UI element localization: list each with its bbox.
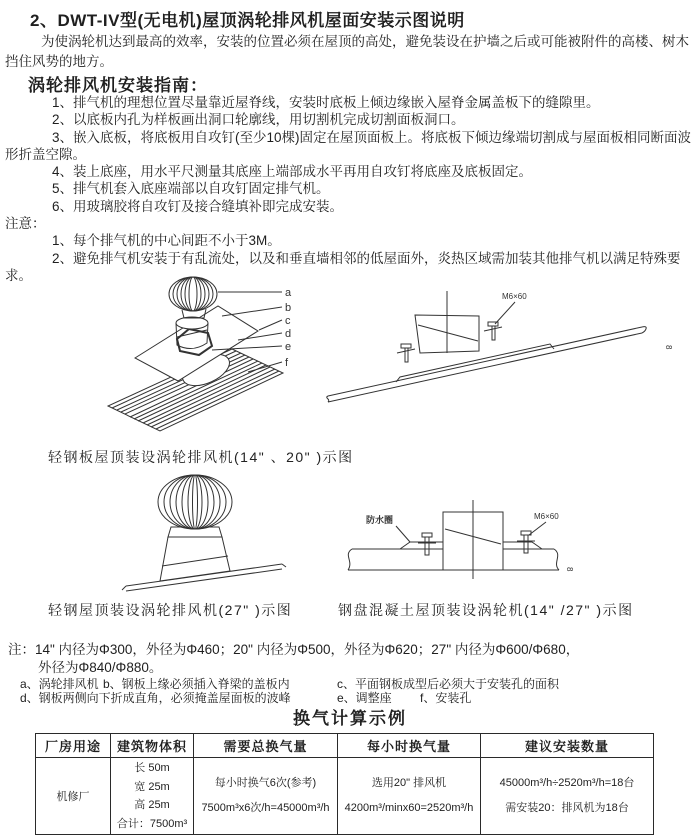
col-header-usage: 厂房用途 — [36, 734, 111, 758]
notes-heading: 注意： — [5, 216, 46, 232]
part-label-c: c — [285, 315, 291, 327]
cell-hourly-air: 选用20" 排风机 4200m³/minx60=2520m³/h — [338, 758, 481, 835]
fig2-caption: 轻钢屋顶装设涡轮排风机(27" )示图 — [48, 602, 293, 618]
col-header-total: 需要总换气量 — [194, 734, 338, 758]
install-step: 4、装上底座，用水平尺测量其底座上端部成水平再用自攻钉将底座及底板固定。 — [52, 164, 533, 180]
col-header-volume: 建筑物体积 — [111, 734, 194, 758]
cell-total-air: 每小时换气6次(参考) 7500m³x6次/h=45000m³/h — [194, 758, 338, 835]
bolt-label: M6×60 — [534, 512, 559, 521]
legend-item-b: b、钢板上缘必须插入脊梁的盖板内 — [103, 677, 290, 691]
bolt-label: M6×60 — [502, 292, 527, 301]
table-header-row — [36, 734, 654, 758]
col-header-hourly: 每小时换气量 — [338, 734, 481, 758]
legend-item-f: f、安装孔 — [420, 691, 472, 705]
fig1-caption: 轻钢板屋顶装设涡轮排风机(14" 、20" )示图 — [48, 449, 354, 465]
size-note-line1: 注：14" 内径为Φ300，外径为Φ460；20" 内径为Φ500，外径为Φ620；27" 内径为Φ600/Φ680， — [8, 642, 580, 657]
part-label-a: a — [285, 287, 292, 299]
ventilation-spec-table — [35, 733, 654, 835]
figure-sloped-section-diagram — [322, 283, 694, 408]
thickness-mark: 8 — [664, 345, 673, 350]
legend-item-c: c、平面钢板成型后必须大于安装孔的面积 — [337, 677, 560, 691]
note-item: 1、每个排气机的中心间距不小于3M。 — [52, 233, 281, 249]
size-note-line2: 外径为Φ840/Φ880。 — [38, 659, 163, 675]
table-row — [36, 758, 654, 835]
part-label-f: f — [285, 357, 289, 369]
intro-paragraph: 为使涡轮机达到最高的效率，安装的位置必须在屋顶的高处，避免装设在护墙之后或可能被附件的高楼、树木挡住风势的地方。 — [5, 34, 689, 69]
legend-item-d: d、钢板两侧向下折成直角，必须掩盖屋面板的波峰 — [20, 691, 291, 705]
cell-usage: 机修厂 — [36, 758, 111, 835]
cell-suggest: 45000m³/h÷2520m³/h=18台 需安装20：排风机为18台 — [481, 758, 654, 835]
size-note — [8, 641, 579, 676]
part-label-b: b — [285, 302, 292, 314]
note-item: 2、避免排气机安装于有乱流处，以及和垂直墙相邻的低屋面外，炎热区域需加装其他排气机以满足特殊要求。 — [5, 250, 681, 283]
part-label-d: d — [285, 328, 292, 340]
legend-item-e: e、调整座 — [337, 691, 392, 705]
install-step: 1、排气机的理想位置尽量靠近屋脊线，安装时底板上倾边缘嵌入屋脊金属盖板下的缝隙里。 — [52, 95, 600, 110]
install-steps — [5, 94, 697, 284]
legend-item-a: a、涡轮排风机 — [20, 677, 99, 691]
install-step: 5、排气机套入底座端部以自攻钉固定排气机。 — [52, 181, 330, 197]
install-step: 3、嵌入底板，将底板用自攻钉(至少10棵)固定在屋顶面板上。将底板下倾边缘端切割成与屋面板相同断面波形折盖空隙。 — [5, 129, 692, 162]
table-title: 换气计算示例 — [293, 709, 407, 728]
col-header-suggest: 建议安装数量 — [481, 734, 654, 758]
cell-volume: 长 50m 宽 25m 高 25m 合计：7500m³ — [111, 758, 194, 835]
doc-title: 2、DWT-IV型(无电机)屋顶涡轮排风机屋面安装示图说明 — [30, 11, 465, 30]
fig3-caption: 钢盘混凝土屋顶装设涡轮机(14" /27" )示图 — [338, 602, 634, 618]
figure-turbine-27-diagram — [118, 473, 296, 605]
waterproof-ring-label: 防水圈 — [366, 515, 394, 525]
part-label-e: e — [285, 341, 292, 353]
install-step: 6、用玻璃胶将自攻钉及接合缝填补即完成安装。 — [52, 198, 344, 214]
figure-concrete-section-diagram — [338, 493, 673, 595]
guide-heading: 涡轮排风机安装指南： — [28, 76, 208, 95]
install-step: 2、以底板内孔为样板画出洞口轮廓线，用切割机完成切割面板洞口。 — [52, 112, 465, 128]
thickness-mark: 8 — [565, 567, 574, 572]
figure-exploded-diagram — [40, 276, 295, 448]
